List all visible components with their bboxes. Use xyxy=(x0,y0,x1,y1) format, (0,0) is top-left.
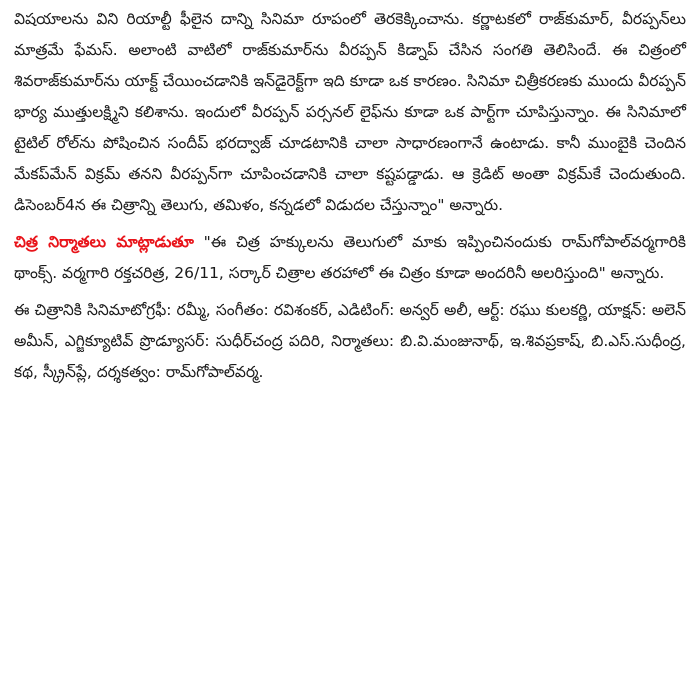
producers-quote-text: "ఈ చిత్ర హక్కులను తెలుగులో మాకు ఇప్పించినందుకు రామ్‌గోపాల్‌వర్మగారికి థాంక్స్. వర్మగారి రక్తచరిత్ర, 26/11, సర్కార్ చిత్రాల తరహాలో ఈ చిత్రం కూడా అందరినీ అలరిస్తుంది" అన్నారు. xyxy=(14,233,686,282)
paragraph-producers-quote xyxy=(14,227,686,289)
paragraph-director-quote: విషయాలను విని రియాల్టీ ఫీలైన దాన్ని సినిమా రూపంలో తెరకెక్కించాను. కర్ణాటకలో రాజ్‌కుమార్, వీరప్పన్‌లు మాత్రమే ఫేమస్. అలాంటి వాటిలో రాజ్‌కుమార్‌ను వీరప్పన్ కిడ్నాప్ చేసిన సంగతి తెలిసిందే. ఈ చిత్రంలో శివరాజ్‌కుమార్‌ను యాక్ట్ చేయించడానికి ఇన్‌డైరెక్ట్‌గా ఇది కూడా ఒక కారణం. సినిమా చిత్రీకరణకు ముందు వీరప్పన్ భార్య ముత్తులక్ష్మిని కలిశాను. ఇందులో వీరప్పన్ పర్సనల్ లైఫ్‌ను కూడా ఒక పార్ట్‌గా చూపిస్తున్నాం. ఈ సినిమాలో టైటిల్ రోల్‌ను పోషించిన సందీప్ భరద్వాజ్ చూడటానికి చాలా సాధారణంగానే ఉంటాడు. కానీ ముంబైకి చెందిన మేకప్‌మేన్ విక్రమ్ తనని వీరప్పన్‌గా చూపించడానికి చాలా కష్టపడ్డాడు. ఆ క్రెడిట్ అంతా విక్రమ్‌కే చెందుతుంది. డిసెంబర్4న ఈ చిత్రాన్ని తెలుగు, తమిళం, కన్నడలో విడుదల చేస్తున్నాం" అన్నారు. xyxy=(14,10,686,214)
producers-speaker-label: చిత్ర నిర్మాతలు మాట్లాడుతూ xyxy=(14,233,194,251)
paragraph-credits: ఈ చిత్రానికి సినిమాటోగ్రఫీ: రమ్మీ, సంగీతం: రవిశంకర్, ఎడిటింగ్: అన్వర్ అలీ, ఆర్ట్: రఘు కులకర్ణి, యాక్షన్: అలెన్ అమీన్, ఎగ్జిక్యూటివ్ ప్రొడ్యూసర్: సుధీర్‌చంద్ర పదిరి, నిర్మాతలు: బి.వి.మంజునాథ్, ఇ.శివప్రకాష్, బి.ఎస్.సుధీంద్ర, కథ, స్క్రీన్‌ప్లే, దర్శకత్వం: రామ్‌గోపాల్‌వర్మ. xyxy=(14,301,686,381)
